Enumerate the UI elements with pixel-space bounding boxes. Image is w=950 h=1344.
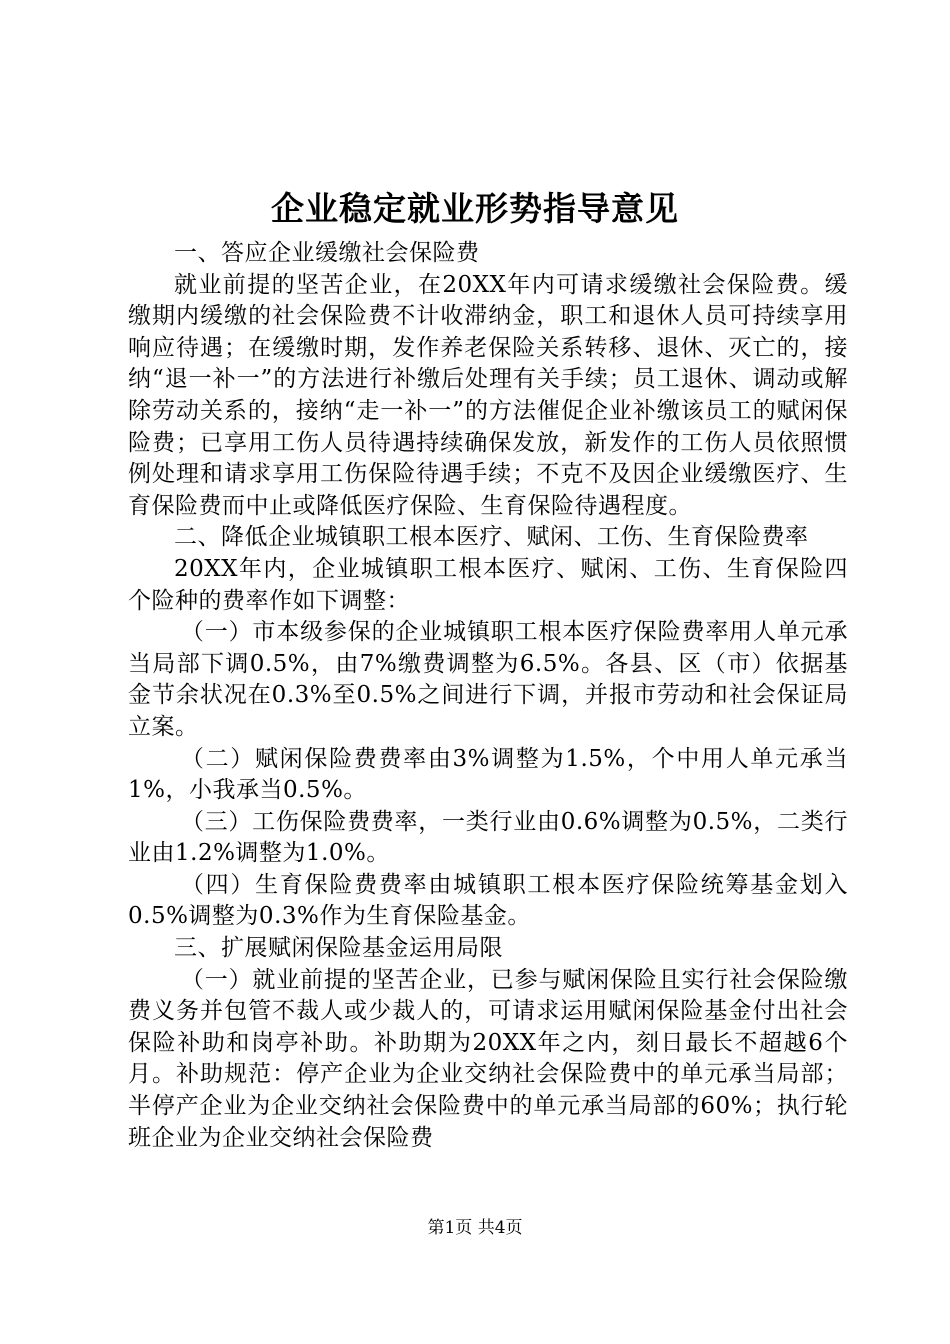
section-heading-2: 二、降低企业城镇职工根本医疗、赋闲、工伤、生育保险费率 (174, 524, 809, 551)
body-paragraph: （三）工伤保险费费率，一类行业由0.6%调整为0.5%，二类行业由1.2%调整为1.0%。 (128, 808, 848, 867)
body-paragraph: （一）市本级参保的企业城镇职工根本医疗保险费率用人单元承当局部下调0.5%，由7%缴费调整为6.5%。各县、区（市）依据基金节余状况在0.3%至0.5%之间进行下调，并报市劳动和社会保证局立案。 (128, 619, 848, 740)
body-paragraph: （四）生育保险费费率由城镇职工根本医疗保险统筹基金划入0.5%调整为0.3%作为生育保险基金。 (128, 871, 848, 930)
page-number-footer: 第1页 共4页 (427, 1218, 523, 1238)
body-paragraph: （二）赋闲保险费费率由3%调整为1.5%，个中用人单元承当1%，小我承当0.5%。 (128, 745, 848, 804)
section-heading-3: 三、扩展赋闲保险基金运用局限 (174, 935, 503, 962)
body-paragraph: （一）就业前提的坚苦企业，已参与赋闲保险且实行社会保险缴费义务并包管不裁人或少裁人的，可请求运用赋闲保险基金付出社会保险补助和岗亭补助。补助期为20XX年之内，刻日最长不超越6个月。补助规范：停产企业为企业交纳社会保险费中的单元承当局部；半停产企业为企业交纳社会保险费中的单元承当局部的60%；执行轮班企业为企业交纳社会保险费 (128, 966, 848, 1151)
body-paragraph: 20XX年内，企业城镇职工根本医疗、赋闲、工伤、生育保险四个险种的费率作如下调整： (128, 555, 848, 614)
document-body (128, 238, 848, 1154)
page-title: 企业稳定就业形势指导意见 (271, 189, 679, 228)
section-heading-1: 一、答应企业缓缴社会保险费 (174, 240, 480, 266)
body-paragraph: 就业前提的坚苦企业，在20XX年内可请求缓缴社会保险费。缓缴期内缓缴的社会保险费不计收滞纳金，职工和退休人员可持续享用响应待遇；在缓缴时期，发作养老保险关系转移、退休、灭亡的，接纳“退一补一”的方法进行补缴后处理有关手续；员工退休、调动或解除劳动关系的，接纳“走一补一”的方法催促企业补缴该员工的赋闲保险费；已享用工伤人员待遇持续确保发放，新发作的工伤人员依照惯例处理和请求享用工伤保险待遇手续；不克不及因企业缓缴医疗、生育保险费而中止或降低医疗保险、生育保险待遇程度。 (128, 271, 848, 519)
